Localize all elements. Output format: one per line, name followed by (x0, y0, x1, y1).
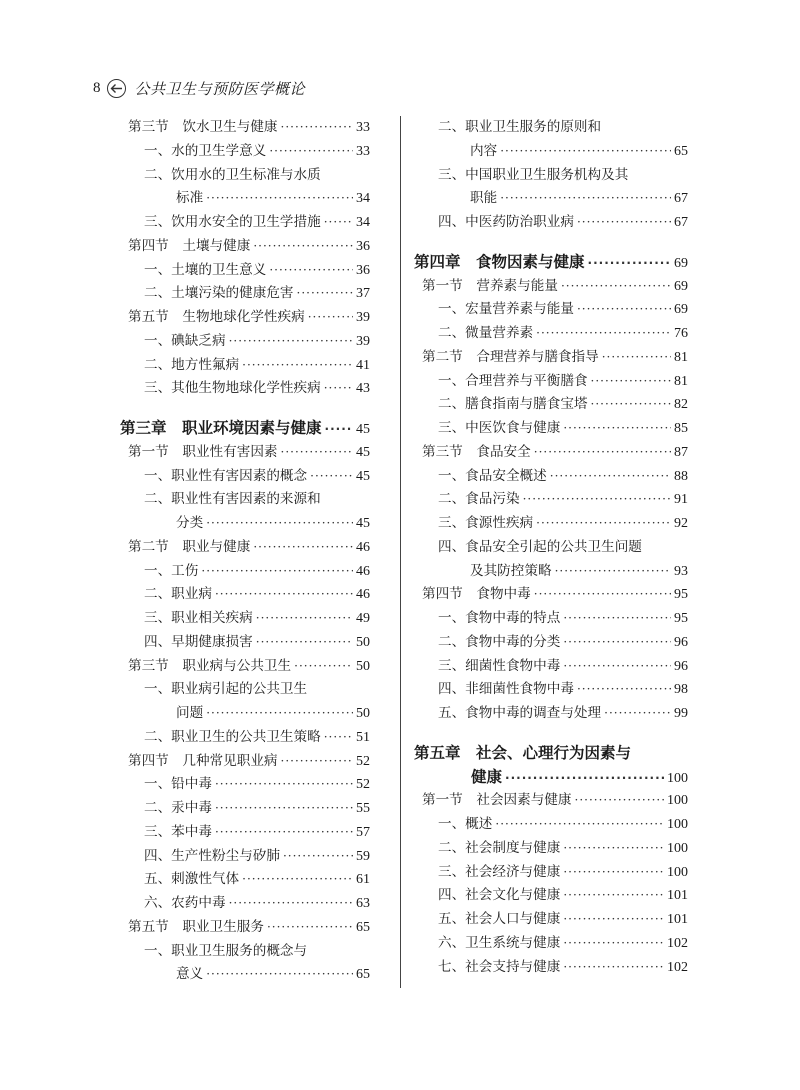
leader-dots (281, 750, 353, 774)
toc-entry (414, 884, 688, 908)
toc-entry-title: 一、工伤 (144, 562, 199, 579)
toc-entry-title: 意义 (176, 966, 204, 983)
toc-entry (120, 306, 370, 330)
toc-entry-page: 65 (674, 143, 688, 159)
leader-dots (267, 916, 353, 940)
toc-entry-page: 36 (356, 262, 370, 278)
leader-dots (563, 861, 664, 885)
leader-dots (588, 252, 671, 276)
toc-entry (120, 377, 370, 401)
leader-dots (229, 892, 353, 916)
toc-entry-title: 一、碘缺乏病 (144, 332, 226, 349)
toc-entry-page: 43 (356, 381, 370, 397)
toc-entry-page: 52 (356, 753, 370, 769)
toc-entry (414, 536, 688, 560)
toc-entry (414, 140, 688, 164)
column-divider (400, 116, 401, 988)
toc-entry-page: 100 (667, 793, 688, 809)
toc-entry-title: 一、职业病引起的公共卫生 (144, 681, 308, 698)
toc-entry (414, 560, 688, 584)
toc-entry (120, 235, 370, 259)
toc-entry-title: 三、苯中毒 (144, 823, 212, 840)
leader-dots (242, 868, 353, 892)
leader-dots (242, 354, 353, 378)
toc-entry (120, 488, 370, 512)
toc-entry-page: 50 (356, 706, 370, 721)
toc-entry (414, 837, 688, 861)
toc-entry-title: 一、合理营养与平衡膳食 (438, 372, 588, 389)
leader-dots (256, 631, 353, 655)
toc-entry-title: 一、铅中毒 (144, 776, 212, 793)
toc-entry-page: 81 (674, 349, 688, 365)
toc-entry (414, 742, 688, 766)
toc-entry-title: 二、职业性有害因素的来源和 (144, 491, 321, 508)
toc-entry-title: 健康 (471, 767, 503, 786)
toc-entry-title: 一、职业性有害因素的概念 (144, 467, 308, 484)
leader-dots (534, 583, 671, 607)
toc-entry-title: 内容 (470, 142, 498, 159)
leader-dots (206, 512, 353, 536)
toc-entry (120, 211, 370, 235)
leader-dots (229, 330, 353, 354)
leader-dots (561, 275, 671, 299)
leader-dots (563, 932, 664, 956)
toc-left-column (120, 116, 370, 987)
toc-entry (414, 251, 688, 275)
toc-entry-title: 三、食源性疾病 (438, 515, 534, 531)
leader-dots (575, 789, 664, 813)
toc-entry (414, 512, 688, 536)
leader-dots (269, 259, 353, 283)
toc-entry (120, 354, 370, 378)
toc-entry-title: 第一节 职业性有害因素 (128, 443, 278, 460)
toc-entry-title: 六、卫生系统与健康 (438, 934, 561, 951)
toc-entry-page: 93 (674, 563, 688, 579)
toc-entry-title: 二、职业病 (144, 586, 212, 603)
toc-entry (414, 932, 688, 956)
toc-entry (414, 275, 688, 299)
toc-entry-title: 第五节 职业卫生服务 (128, 918, 264, 935)
toc-entry (414, 678, 688, 702)
toc-entry-title: 第四章 食物因素与健康 (414, 252, 585, 271)
leader-dots (283, 845, 353, 869)
toc-entry (120, 465, 370, 489)
toc-entry-title: 第三章 职业环境因素与健康 (120, 419, 322, 437)
toc-entry (414, 164, 688, 188)
toc-entry-page: 98 (674, 682, 688, 698)
toc-entry-page: 51 (356, 729, 370, 745)
toc-entry (120, 536, 370, 560)
leader-dots (215, 821, 353, 845)
toc-entry (120, 282, 370, 306)
toc-entry-title: 一、土壤的卫生意义 (144, 261, 267, 278)
toc-entry (120, 441, 370, 465)
leader-dots (563, 956, 664, 980)
toc-entry (120, 187, 370, 211)
toc-entry-page: 39 (356, 333, 370, 349)
leader-dots (201, 560, 353, 584)
toc-entry-title: 第四节 几种常见职业病 (128, 752, 278, 769)
toc-entry (120, 140, 370, 164)
toc-entry (414, 488, 688, 512)
toc-entry-page: 76 (674, 326, 688, 341)
toc-entry-page: 57 (356, 824, 370, 840)
toc-entry-page: 61 (356, 872, 370, 888)
leader-dots (604, 702, 671, 726)
leader-dots (550, 465, 671, 489)
toc-entry (120, 655, 370, 679)
toc-entry (120, 868, 370, 892)
leader-dots (325, 418, 353, 442)
leader-dots (577, 298, 671, 322)
toc-entry-title: 二、食物中毒的分类 (438, 633, 561, 650)
toc-entry-title: 四、社会文化与健康 (438, 887, 561, 904)
toc-entry-page: 95 (674, 611, 688, 626)
toc-entry-title: 第五节 生物地球化学性疾病 (128, 309, 305, 325)
leader-dots (577, 211, 671, 235)
toc-entry-title: 三、中国职业卫生服务机构及其 (438, 166, 629, 183)
toc-entry (120, 512, 370, 536)
toc-entry (414, 417, 688, 441)
toc-entry (414, 655, 688, 679)
toc-entry-page: 96 (674, 634, 688, 650)
leader-dots (555, 560, 671, 584)
toc-entry-title: 三、细菌性食物中毒 (438, 657, 561, 674)
toc-entry (120, 750, 370, 774)
toc-entry-title: 二、土壤污染的健康危害 (144, 285, 294, 302)
toc-entry-page: 81 (674, 373, 688, 389)
toc-entry-title: 四、食品安全引起的公共卫生问题 (438, 538, 642, 555)
toc-entry-title: 第四节 土壤与健康 (128, 237, 251, 254)
toc-entry-page: 45 (356, 422, 370, 437)
toc-entry (414, 766, 688, 790)
toc-entry-title: 一、食物中毒的特点 (438, 610, 561, 626)
toc-entry-page: 92 (674, 516, 688, 531)
toc-entry-title: 一、水的卫生学意义 (144, 142, 267, 159)
toc-entry-page: 50 (356, 658, 370, 674)
toc-right-column (414, 116, 688, 979)
toc-entry-title: 第二节 合理营养与膳食指导 (422, 348, 599, 365)
leader-dots (294, 655, 353, 679)
toc-entry-title: 第三节 职业病与公共卫生 (128, 657, 292, 674)
leader-dots (536, 512, 671, 536)
leader-dots (206, 187, 353, 211)
toc-entry-page: 55 (356, 801, 370, 816)
toc-entry-title: 七、社会支持与健康 (438, 958, 561, 975)
toc-entry-title: 第一节 社会因素与健康 (422, 792, 572, 809)
toc-entry-title: 职能 (470, 190, 498, 207)
toc-entry-title: 一、概述 (438, 816, 493, 832)
toc-entry-title: 三、其他生物地球化学性疾病 (144, 380, 321, 397)
toc-entry-page: 33 (356, 143, 370, 159)
toc-entry (120, 821, 370, 845)
toc-entry (120, 330, 370, 354)
toc-entry-page: 67 (674, 215, 688, 230)
toc-entry-page: 88 (674, 468, 688, 484)
toc-entry (120, 916, 370, 940)
leader-dots (206, 963, 353, 987)
toc-entry (414, 631, 688, 655)
leader-dots (523, 488, 671, 512)
toc-entry (120, 607, 370, 631)
toc-entry-title: 五、食物中毒的调查与处理 (438, 705, 602, 721)
leader-dots (591, 370, 671, 394)
page-number: 8 (93, 79, 101, 96)
toc-entry-page: 99 (674, 706, 688, 721)
leader-dots (563, 908, 664, 932)
toc-entry-page: 96 (674, 658, 688, 674)
toc-entry-page: 69 (674, 302, 688, 318)
toc-entry-title: 二、职业卫生的公共卫生策略 (144, 728, 321, 745)
toc-entry-title: 及其防控策略 (470, 562, 552, 579)
leader-dots (215, 583, 353, 607)
toc-entry-title: 二、职业卫生服务的原则和 (438, 119, 602, 135)
toc-entry-title: 五、社会人口与健康 (438, 911, 561, 927)
toc-entry (120, 164, 370, 188)
toc-entry (414, 187, 688, 211)
toc-entry-page: 102 (667, 959, 688, 975)
toc-entry (120, 259, 370, 283)
toc-entry-page: 100 (667, 840, 688, 856)
leader-dots (269, 140, 353, 164)
toc-entry-title: 第一节 营养素与能量 (422, 277, 558, 294)
toc-entry (120, 631, 370, 655)
toc-entry-title: 问题 (176, 705, 204, 721)
toc-entry-title: 二、微量营养素 (438, 325, 534, 341)
toc-entry (414, 956, 688, 980)
toc-entry (414, 583, 688, 607)
toc-entry-page: 85 (674, 421, 688, 436)
toc-entry-title: 第三节 饮水卫生与健康 (128, 119, 278, 135)
toc-entry-page: 45 (356, 468, 370, 484)
toc-entry (414, 908, 688, 932)
toc-entry-page: 69 (674, 255, 688, 271)
toc-entry-page: 34 (356, 191, 370, 207)
leader-dots (563, 417, 671, 441)
leader-dots (563, 837, 664, 861)
toc-entry-title: 五、刺激性气体 (144, 871, 240, 888)
page-header (93, 76, 305, 100)
toc-entry (120, 702, 370, 726)
toc-entry (414, 393, 688, 417)
toc-entry-page: 52 (356, 777, 370, 793)
leader-dots (536, 322, 671, 346)
toc-entry-page: 100 (667, 817, 688, 832)
toc-entry (414, 116, 688, 140)
leader-dots (534, 441, 671, 465)
leader-dots (505, 767, 664, 791)
toc-entry-title: 三、中医饮食与健康 (438, 420, 561, 436)
toc-entry-page: 37 (356, 286, 370, 302)
toc-entry (414, 607, 688, 631)
leader-dots (215, 773, 353, 797)
toc-entry-page: 46 (356, 563, 370, 579)
toc-entry (414, 211, 688, 235)
toc-entry (414, 702, 688, 726)
toc-entry-page: 101 (667, 912, 688, 927)
toc-entry (120, 726, 370, 750)
back-arrow-icon (107, 79, 126, 98)
leader-dots (500, 187, 671, 211)
toc-entry (120, 583, 370, 607)
toc-entry (120, 560, 370, 584)
leader-dots (577, 678, 671, 702)
toc-entry (414, 465, 688, 489)
toc-entry-title: 一、职业卫生服务的概念与 (144, 942, 308, 959)
toc-entry-page: 67 (674, 191, 688, 207)
toc-entry (120, 963, 370, 987)
leader-dots (297, 282, 353, 306)
toc-entry-title: 第五章 社会、心理行为因素与 (414, 743, 632, 762)
toc-entry-title: 一、食品安全概述 (438, 467, 547, 484)
toc-entry-page: 95 (674, 587, 688, 603)
toc-entry-page: 41 (356, 357, 370, 373)
leader-dots (324, 211, 353, 235)
toc-entry-title: 六、农药中毒 (144, 895, 226, 911)
toc-entry (120, 845, 370, 869)
toc-entry-title: 二、饮用水的卫生标准与水质 (144, 166, 321, 183)
leader-dots (253, 235, 353, 259)
toc-entry (120, 773, 370, 797)
toc-entry-page: 87 (674, 444, 688, 460)
arrow-left-icon (110, 83, 123, 94)
toc-entry-page: 82 (674, 397, 688, 413)
toc-entry-page: 100 (667, 864, 688, 880)
toc-entry-title: 第四节 食物中毒 (422, 586, 531, 603)
toc-entry-title: 四、生产性粉尘与矽肺 (144, 847, 280, 864)
toc-entry (414, 346, 688, 370)
toc-entry-title: 第二节 职业与健康 (128, 538, 251, 555)
toc-entry-page: 34 (356, 215, 370, 230)
toc-entry-title: 标准 (176, 190, 204, 207)
toc-entry (414, 370, 688, 394)
toc-entry-page: 45 (356, 516, 370, 531)
toc-entry (120, 892, 370, 916)
toc-entry-page: 46 (356, 539, 370, 555)
toc-entry-page: 69 (674, 278, 688, 294)
toc-entry-page: 33 (356, 120, 370, 135)
toc-entry-page: 102 (667, 935, 688, 951)
toc-entry-title: 二、地方性氟病 (144, 356, 240, 373)
toc-entry-title: 四、早期健康损害 (144, 633, 253, 650)
toc-entry (414, 789, 688, 813)
book-title: 公共卫生与预防医学概论 (134, 79, 306, 98)
toc-entry-title: 一、宏量营养素与能量 (438, 301, 574, 318)
leader-dots (256, 607, 353, 631)
toc-entry-page: 39 (356, 310, 370, 325)
leader-dots (602, 346, 671, 370)
leader-dots (324, 726, 353, 750)
leader-dots (206, 702, 353, 726)
leader-dots (324, 377, 353, 401)
leader-dots (215, 797, 353, 821)
toc-entry-page: 65 (356, 919, 370, 935)
toc-entry-title: 四、非细菌性食物中毒 (438, 681, 574, 698)
leader-dots (495, 813, 664, 837)
toc-entry-title: 三、社会经济与健康 (438, 863, 561, 880)
toc-entry-page: 101 (667, 888, 688, 904)
toc-entry-title: 三、饮用水安全的卫生学措施 (144, 214, 321, 230)
leader-dots (310, 465, 353, 489)
toc-entry-title: 二、食品污染 (438, 491, 520, 508)
toc-entry-page: 63 (356, 896, 370, 911)
leader-dots (563, 607, 671, 631)
toc-entry-page: 36 (356, 238, 370, 254)
toc-entry (120, 116, 370, 140)
toc-entry-page: 50 (356, 634, 370, 650)
toc-entry (120, 940, 370, 964)
toc-entry-title: 二、汞中毒 (144, 800, 212, 816)
toc-entry-title: 四、中医药防治职业病 (438, 214, 574, 230)
toc-entry (414, 813, 688, 837)
leader-dots (591, 393, 671, 417)
toc-entry-title: 三、职业相关疾病 (144, 610, 253, 626)
leader-dots (281, 116, 353, 140)
toc-entry-page: 91 (674, 492, 688, 508)
leader-dots (563, 884, 664, 908)
toc-entry-page: 46 (356, 587, 370, 603)
toc-entry-title: 分类 (176, 515, 204, 531)
leader-dots (563, 631, 671, 655)
leader-dots (281, 441, 353, 465)
leader-dots (308, 306, 353, 330)
toc-entry (414, 322, 688, 346)
toc-entry-page: 59 (356, 848, 370, 864)
toc-entry-title: 二、社会制度与健康 (438, 839, 561, 856)
toc-entry (120, 797, 370, 821)
toc-entry-page: 65 (356, 967, 370, 983)
toc-entry (414, 861, 688, 885)
leader-dots (253, 536, 353, 560)
leader-dots (563, 655, 671, 679)
toc-entry-title: 第三节 食品安全 (422, 443, 531, 460)
toc-entry-page: 100 (667, 770, 688, 786)
toc-entry (120, 417, 370, 441)
toc-entry (414, 441, 688, 465)
toc-entry-page: 45 (356, 444, 370, 460)
toc-entry-title: 二、膳食指南与膳食宝塔 (438, 396, 588, 413)
toc-entry (120, 678, 370, 702)
leader-dots (500, 140, 671, 164)
toc-entry-page: 49 (356, 611, 370, 626)
toc-entry (414, 298, 688, 322)
